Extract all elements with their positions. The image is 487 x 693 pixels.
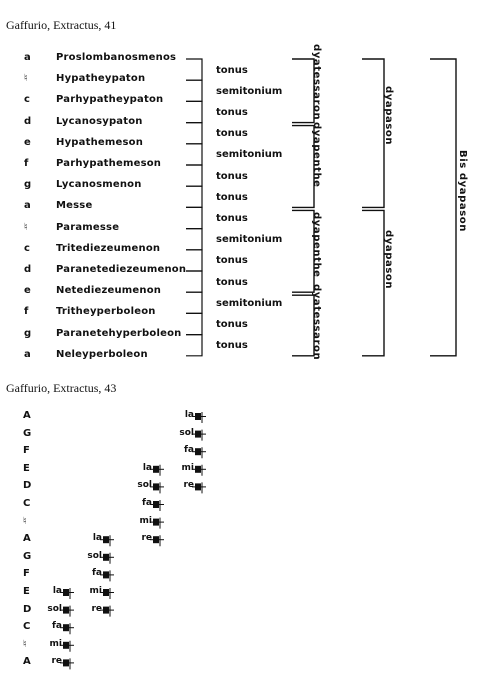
note-name: Neleyperboleon: [56, 348, 148, 360]
gamut-letter: C: [23, 498, 31, 509]
note-name: Paranetehyperboleon: [56, 327, 182, 339]
bracket-label-dyatessaron-lower: dyatessaron: [311, 284, 322, 361]
solmization-syllable: sol: [137, 480, 152, 491]
interval-label: tonus: [216, 340, 248, 352]
solmization-syllable: re: [51, 656, 62, 667]
solmization-syllable: re: [91, 603, 102, 614]
solmization-syllable: la: [184, 410, 194, 420]
solmization-syllable: sol: [47, 603, 62, 614]
solmization-syllable: la: [92, 533, 102, 544]
interval-bracket: [186, 271, 202, 292]
note-name: Hypathemeson: [56, 136, 144, 148]
interval-label: tonus: [216, 255, 248, 267]
bracket-label-dyapason-lower: dyapason: [383, 230, 394, 290]
solmization-syllable: mi: [139, 515, 152, 526]
note-name: Tritheyperboleon: [56, 306, 156, 318]
gamut-letter: A: [23, 533, 31, 545]
gamut-letter: ♮: [23, 515, 27, 527]
note-name: Netediezeumenon: [56, 285, 162, 297]
interval-bracket: [186, 207, 202, 228]
interval-bracket: [186, 250, 202, 271]
interval-label: semitonium: [216, 297, 283, 309]
solmization-syllable: re: [141, 533, 152, 544]
gamut-letter: c: [24, 242, 30, 254]
diagram1-caption: Gaffurio, Extractus, 41: [6, 18, 117, 32]
note-name: Proslombanosmenos: [56, 52, 177, 63]
interval-bracket: [186, 186, 202, 207]
interval-bracket: [186, 80, 202, 101]
gamut-letter: c: [24, 94, 30, 106]
note-name: Lycanosmenon: [56, 179, 142, 191]
interval-bracket: [186, 101, 202, 122]
note-name: Parhypatheypaton: [56, 94, 164, 106]
solmization-syllable: sol: [179, 427, 194, 438]
interval-bracket: [186, 144, 202, 165]
gamut-letter: d: [24, 264, 32, 275]
gamut-letter: E: [23, 586, 30, 597]
gamut-letter: F: [23, 445, 30, 457]
solmization-syllable: la: [52, 586, 62, 596]
gamut-letter: G: [23, 550, 32, 562]
solmization-syllable: mi: [181, 462, 194, 473]
gamut-letter: ♮: [24, 221, 28, 233]
bracket-label-bis-dyapason: Bis dyapason: [457, 150, 468, 232]
interval-bracket: [186, 292, 202, 313]
bracket-dyapason-lower: [362, 210, 384, 355]
solmization-syllable: re: [183, 480, 194, 491]
gamut-letter: C: [23, 621, 31, 633]
note-name: Messe: [56, 200, 93, 212]
interval-bracket: [186, 229, 202, 250]
interval-label: semitonium: [216, 234, 283, 246]
bracket-dyapason-upper: [362, 59, 384, 207]
gamut-letter: e: [24, 136, 31, 148]
gamut-letter: ♮: [23, 638, 27, 650]
note-name: Tritediezeumenon: [56, 242, 161, 254]
note-name: Parhypathemeson: [56, 158, 162, 169]
gamut-letter: D: [23, 480, 32, 492]
solmization-syllable: fa: [142, 498, 152, 508]
bracket-label-dyatessaron-upper: dyatessaron: [311, 44, 322, 121]
note-name: Paranetediezeumenon: [56, 264, 187, 275]
interval-bracket: [186, 313, 202, 334]
gamut-letter: f: [24, 158, 29, 169]
gamut-letter: D: [23, 603, 32, 615]
gamut-letter: A: [23, 410, 31, 421]
note-name: Lycanosypaton: [56, 115, 143, 127]
interval-label: tonus: [216, 107, 248, 118]
gamut-letter: a: [24, 200, 31, 212]
gamut-letter: E: [23, 462, 30, 474]
interval-label: semitonium: [216, 85, 283, 97]
interval-bracket: [186, 59, 202, 80]
gamut-letter: d: [24, 115, 32, 127]
gamut-letter: g: [24, 179, 32, 191]
gamut-letter: G: [23, 427, 32, 439]
note-name: Hypatheypaton: [56, 73, 146, 85]
solmization-syllable: la: [142, 462, 152, 473]
interval-label: semitonium: [216, 149, 283, 161]
gamut-letter: ♮: [24, 73, 28, 85]
interval-bracket: [186, 165, 202, 186]
interval-label: tonus: [216, 213, 248, 224]
interval-label: tonus: [216, 128, 248, 140]
solmization-syllable: fa: [92, 568, 102, 579]
gamut-letter: e: [24, 285, 31, 297]
interval-label: tonus: [216, 170, 248, 182]
solmization-syllable: fa: [52, 621, 62, 632]
bracket-label-dyapenthe-lower: dyapenthe: [311, 212, 322, 278]
gamut-letter: g: [24, 327, 32, 339]
interval-label: tonus: [216, 319, 248, 330]
interval-label: tonus: [216, 64, 248, 76]
interval-bracket: [186, 335, 202, 356]
gamut-letter: A: [23, 656, 31, 668]
interval-label: tonus: [216, 191, 248, 203]
solmization-syllable: mi: [49, 638, 62, 649]
gamut-letter: a: [24, 52, 31, 63]
interval-bracket: [186, 123, 202, 144]
bracket-label-dyapenthe-upper: dyapenthe: [311, 122, 322, 188]
diagram2-caption: Gaffurio, Extractus, 43: [6, 381, 117, 395]
bracket-label-dyapason-upper: dyapason: [383, 86, 394, 146]
solmization-syllable: mi: [89, 586, 102, 596]
bracket-bis-dyapason: [430, 59, 456, 356]
note-name: Paramesse: [56, 221, 120, 233]
interval-label: tonus: [216, 276, 248, 288]
solmization-syllable: fa: [184, 445, 194, 456]
gamut-letter: f: [24, 306, 29, 318]
solmization-syllable: sol: [87, 550, 102, 561]
gamut-letter: F: [23, 568, 30, 580]
gamut-letter: a: [24, 348, 31, 360]
